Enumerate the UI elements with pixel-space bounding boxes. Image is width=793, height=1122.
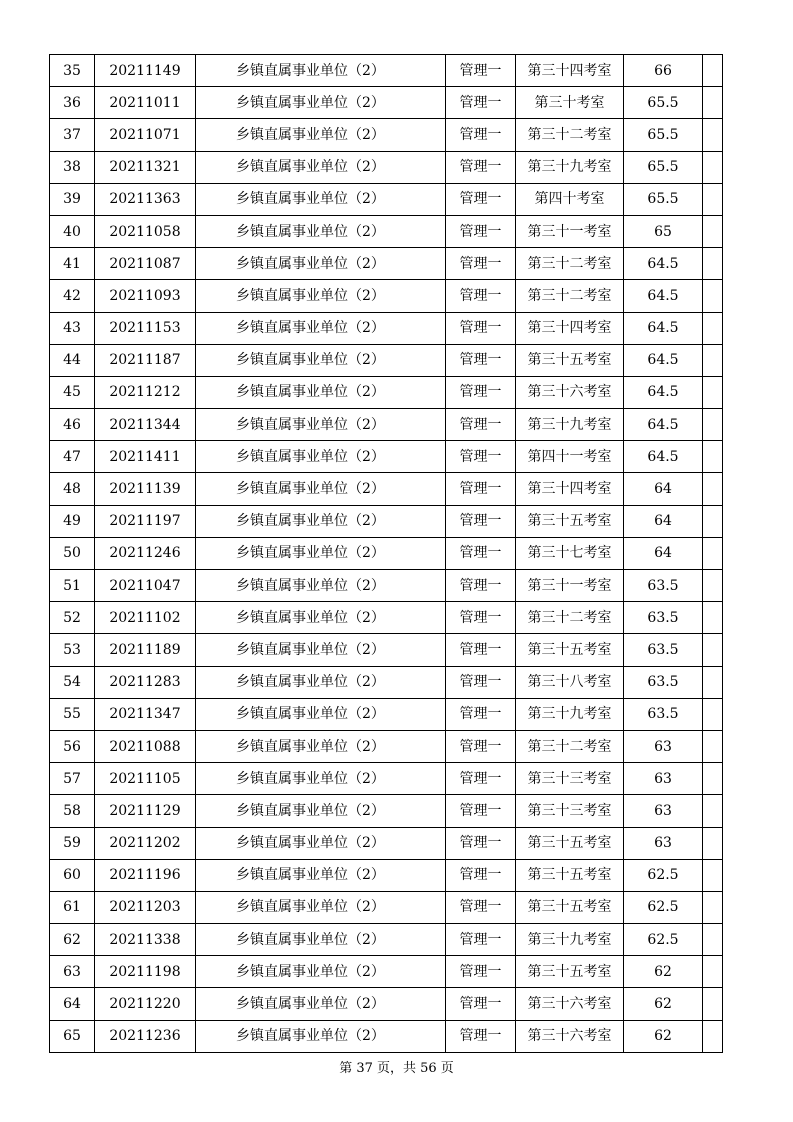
- unit-cell: 乡镇直属事业单位（2）: [196, 376, 446, 408]
- table-row: [50, 280, 723, 312]
- position-cell: 管理一: [446, 183, 516, 215]
- note-cell: [703, 602, 723, 634]
- row-number-cell: 54: [50, 666, 95, 698]
- table-row: [50, 215, 723, 247]
- score-cell: 63.5: [624, 634, 703, 666]
- row-number-cell: 37: [50, 119, 95, 151]
- results-table: [49, 54, 723, 1053]
- table-row: [50, 344, 723, 376]
- candidate-id-cell: 20211187: [95, 344, 196, 376]
- unit-cell: 乡镇直属事业单位（2）: [196, 924, 446, 956]
- position-cell: 管理一: [446, 827, 516, 859]
- exam-room-cell: 第四十一考室: [516, 441, 624, 473]
- table-row: [50, 55, 723, 87]
- exam-room-cell: 第三十一考室: [516, 215, 624, 247]
- unit-cell: 乡镇直属事业单位（2）: [196, 827, 446, 859]
- position-cell: 管理一: [446, 505, 516, 537]
- row-number-cell: 52: [50, 602, 95, 634]
- candidate-id-cell: 20211088: [95, 730, 196, 762]
- score-cell: 65.5: [624, 87, 703, 119]
- score-cell: 63: [624, 795, 703, 827]
- candidate-id-cell: 20211363: [95, 183, 196, 215]
- row-number-cell: 49: [50, 505, 95, 537]
- exam-room-cell: 第三十四考室: [516, 473, 624, 505]
- candidate-id-cell: 20211129: [95, 795, 196, 827]
- score-cell: 62.5: [624, 859, 703, 891]
- note-cell: [703, 55, 723, 87]
- row-number-cell: 35: [50, 55, 95, 87]
- table-row: [50, 537, 723, 569]
- table-row: [50, 570, 723, 602]
- row-number-cell: 42: [50, 280, 95, 312]
- candidate-id-cell: 20211149: [95, 55, 196, 87]
- candidate-id-cell: 20211058: [95, 215, 196, 247]
- table-row: [50, 505, 723, 537]
- unit-cell: 乡镇直属事业单位（2）: [196, 537, 446, 569]
- note-cell: [703, 344, 723, 376]
- candidate-id-cell: 20211139: [95, 473, 196, 505]
- candidate-id-cell: 20211087: [95, 248, 196, 280]
- position-cell: 管理一: [446, 215, 516, 247]
- table-row: [50, 763, 723, 795]
- table-row: [50, 1020, 723, 1052]
- table-row: [50, 119, 723, 151]
- position-cell: 管理一: [446, 730, 516, 762]
- note-cell: [703, 537, 723, 569]
- exam-room-cell: 第三十二考室: [516, 602, 624, 634]
- position-cell: 管理一: [446, 537, 516, 569]
- score-cell: 64.5: [624, 409, 703, 441]
- score-cell: 64.5: [624, 312, 703, 344]
- unit-cell: 乡镇直属事业单位（2）: [196, 473, 446, 505]
- table-row: [50, 956, 723, 988]
- position-cell: 管理一: [446, 698, 516, 730]
- score-cell: 63.5: [624, 602, 703, 634]
- position-cell: 管理一: [446, 763, 516, 795]
- note-cell: [703, 87, 723, 119]
- score-cell: 65.5: [624, 119, 703, 151]
- note-cell: [703, 376, 723, 408]
- position-cell: 管理一: [446, 151, 516, 183]
- position-cell: 管理一: [446, 795, 516, 827]
- row-number-cell: 45: [50, 376, 95, 408]
- note-cell: [703, 666, 723, 698]
- row-number-cell: 63: [50, 956, 95, 988]
- row-number-cell: 57: [50, 763, 95, 795]
- note-cell: [703, 634, 723, 666]
- unit-cell: 乡镇直属事业单位（2）: [196, 730, 446, 762]
- candidate-id-cell: 20211338: [95, 924, 196, 956]
- exam-room-cell: 第三十六考室: [516, 1020, 624, 1052]
- row-number-cell: 55: [50, 698, 95, 730]
- note-cell: [703, 891, 723, 923]
- row-number-cell: 44: [50, 344, 95, 376]
- table-row: [50, 666, 723, 698]
- unit-cell: 乡镇直属事业单位（2）: [196, 344, 446, 376]
- table-row: [50, 698, 723, 730]
- exam-room-cell: 第三十九考室: [516, 409, 624, 441]
- row-number-cell: 61: [50, 891, 95, 923]
- row-number-cell: 53: [50, 634, 95, 666]
- exam-room-cell: 第三十一考室: [516, 570, 624, 602]
- table-row: [50, 248, 723, 280]
- table-row: [50, 376, 723, 408]
- exam-room-cell: 第三十五考室: [516, 891, 624, 923]
- page-footer: 第 37 页，共 56 页: [339, 1061, 454, 1076]
- position-cell: 管理一: [446, 634, 516, 666]
- unit-cell: 乡镇直属事业单位（2）: [196, 312, 446, 344]
- note-cell: [703, 924, 723, 956]
- score-cell: 65.5: [624, 183, 703, 215]
- table-row: [50, 924, 723, 956]
- unit-cell: 乡镇直属事业单位（2）: [196, 634, 446, 666]
- score-cell: 63.5: [624, 570, 703, 602]
- note-cell: [703, 441, 723, 473]
- candidate-id-cell: 20211347: [95, 698, 196, 730]
- score-cell: 64.5: [624, 376, 703, 408]
- note-cell: [703, 730, 723, 762]
- score-cell: 63: [624, 763, 703, 795]
- table-row: [50, 795, 723, 827]
- exam-room-cell: 第三十五考室: [516, 827, 624, 859]
- unit-cell: 乡镇直属事业单位（2）: [196, 1020, 446, 1052]
- exam-room-cell: 第三十六考室: [516, 376, 624, 408]
- score-cell: 62: [624, 988, 703, 1020]
- score-cell: 62.5: [624, 924, 703, 956]
- score-cell: 64.5: [624, 441, 703, 473]
- row-number-cell: 60: [50, 859, 95, 891]
- row-number-cell: 39: [50, 183, 95, 215]
- note-cell: [703, 988, 723, 1020]
- note-cell: [703, 956, 723, 988]
- position-cell: 管理一: [446, 409, 516, 441]
- table-row: [50, 151, 723, 183]
- unit-cell: 乡镇直属事业单位（2）: [196, 570, 446, 602]
- candidate-id-cell: 20211047: [95, 570, 196, 602]
- score-cell: 64.5: [624, 344, 703, 376]
- candidate-id-cell: 20211197: [95, 505, 196, 537]
- position-cell: 管理一: [446, 441, 516, 473]
- candidate-id-cell: 20211220: [95, 988, 196, 1020]
- position-cell: 管理一: [446, 891, 516, 923]
- exam-room-cell: 第三十考室: [516, 87, 624, 119]
- exam-room-cell: 第三十三考室: [516, 795, 624, 827]
- score-cell: 63.5: [624, 666, 703, 698]
- row-number-cell: 36: [50, 87, 95, 119]
- unit-cell: 乡镇直属事业单位（2）: [196, 859, 446, 891]
- exam-room-cell: 第三十五考室: [516, 859, 624, 891]
- exam-room-cell: 第三十二考室: [516, 119, 624, 151]
- table-row: [50, 183, 723, 215]
- unit-cell: 乡镇直属事业单位（2）: [196, 119, 446, 151]
- position-cell: 管理一: [446, 859, 516, 891]
- score-cell: 63: [624, 730, 703, 762]
- position-cell: 管理一: [446, 344, 516, 376]
- position-cell: 管理一: [446, 666, 516, 698]
- row-number-cell: 46: [50, 409, 95, 441]
- position-cell: 管理一: [446, 988, 516, 1020]
- exam-room-cell: 第三十六考室: [516, 988, 624, 1020]
- unit-cell: 乡镇直属事业单位（2）: [196, 956, 446, 988]
- exam-room-cell: 第四十考室: [516, 183, 624, 215]
- unit-cell: 乡镇直属事业单位（2）: [196, 280, 446, 312]
- exam-room-cell: 第三十四考室: [516, 312, 624, 344]
- position-cell: 管理一: [446, 376, 516, 408]
- candidate-id-cell: 20211321: [95, 151, 196, 183]
- row-number-cell: 48: [50, 473, 95, 505]
- results-table-container: [49, 54, 723, 1053]
- position-cell: 管理一: [446, 119, 516, 151]
- candidate-id-cell: 20211198: [95, 956, 196, 988]
- note-cell: [703, 409, 723, 441]
- row-number-cell: 41: [50, 248, 95, 280]
- score-cell: 63: [624, 827, 703, 859]
- score-cell: 63.5: [624, 698, 703, 730]
- unit-cell: 乡镇直属事业单位（2）: [196, 666, 446, 698]
- score-cell: 66: [624, 55, 703, 87]
- table-row: [50, 441, 723, 473]
- exam-room-cell: 第三十二考室: [516, 280, 624, 312]
- table-row: [50, 827, 723, 859]
- score-cell: 65.5: [624, 151, 703, 183]
- table-row: [50, 602, 723, 634]
- exam-room-cell: 第三十五考室: [516, 344, 624, 376]
- score-cell: 64.5: [624, 280, 703, 312]
- note-cell: [703, 827, 723, 859]
- row-number-cell: 40: [50, 215, 95, 247]
- candidate-id-cell: 20211411: [95, 441, 196, 473]
- candidate-id-cell: 20211196: [95, 859, 196, 891]
- unit-cell: 乡镇直属事业单位（2）: [196, 151, 446, 183]
- exam-room-cell: 第三十九考室: [516, 698, 624, 730]
- unit-cell: 乡镇直属事业单位（2）: [196, 441, 446, 473]
- position-cell: 管理一: [446, 1020, 516, 1052]
- note-cell: [703, 312, 723, 344]
- candidate-id-cell: 20211102: [95, 602, 196, 634]
- row-number-cell: 56: [50, 730, 95, 762]
- row-number-cell: 51: [50, 570, 95, 602]
- candidate-id-cell: 20211203: [95, 891, 196, 923]
- exam-room-cell: 第三十二考室: [516, 248, 624, 280]
- table-row: [50, 891, 723, 923]
- candidate-id-cell: 20211344: [95, 409, 196, 441]
- unit-cell: 乡镇直属事业单位（2）: [196, 698, 446, 730]
- candidate-id-cell: 20211153: [95, 312, 196, 344]
- unit-cell: 乡镇直属事业单位（2）: [196, 602, 446, 634]
- unit-cell: 乡镇直属事业单位（2）: [196, 763, 446, 795]
- candidate-id-cell: 20211212: [95, 376, 196, 408]
- exam-room-cell: 第三十五考室: [516, 956, 624, 988]
- candidate-id-cell: 20211105: [95, 763, 196, 795]
- unit-cell: 乡镇直属事业单位（2）: [196, 795, 446, 827]
- position-cell: 管理一: [446, 602, 516, 634]
- note-cell: [703, 570, 723, 602]
- exam-room-cell: 第三十五考室: [516, 634, 624, 666]
- exam-room-cell: 第三十五考室: [516, 505, 624, 537]
- unit-cell: 乡镇直属事业单位（2）: [196, 891, 446, 923]
- position-cell: 管理一: [446, 248, 516, 280]
- position-cell: 管理一: [446, 55, 516, 87]
- note-cell: [703, 698, 723, 730]
- unit-cell: 乡镇直属事业单位（2）: [196, 87, 446, 119]
- unit-cell: 乡镇直属事业单位（2）: [196, 215, 446, 247]
- candidate-id-cell: 20211189: [95, 634, 196, 666]
- candidate-id-cell: 20211283: [95, 666, 196, 698]
- unit-cell: 乡镇直属事业单位（2）: [196, 55, 446, 87]
- score-cell: 64: [624, 537, 703, 569]
- note-cell: [703, 280, 723, 312]
- note-cell: [703, 183, 723, 215]
- candidate-id-cell: 20211011: [95, 87, 196, 119]
- unit-cell: 乡镇直属事业单位（2）: [196, 505, 446, 537]
- note-cell: [703, 859, 723, 891]
- row-number-cell: 65: [50, 1020, 95, 1052]
- row-number-cell: 64: [50, 988, 95, 1020]
- row-number-cell: 43: [50, 312, 95, 344]
- row-number-cell: 47: [50, 441, 95, 473]
- unit-cell: 乡镇直属事业单位（2）: [196, 248, 446, 280]
- score-cell: 64.5: [624, 248, 703, 280]
- exam-room-cell: 第三十三考室: [516, 763, 624, 795]
- table-row: [50, 473, 723, 505]
- table-row: [50, 312, 723, 344]
- score-cell: 64: [624, 505, 703, 537]
- position-cell: 管理一: [446, 87, 516, 119]
- results-table-body: [50, 55, 723, 1053]
- table-row: [50, 988, 723, 1020]
- candidate-id-cell: 20211246: [95, 537, 196, 569]
- table-row: [50, 409, 723, 441]
- candidate-id-cell: 20211236: [95, 1020, 196, 1052]
- note-cell: [703, 505, 723, 537]
- position-cell: 管理一: [446, 473, 516, 505]
- exam-room-cell: 第三十九考室: [516, 924, 624, 956]
- position-cell: 管理一: [446, 280, 516, 312]
- position-cell: 管理一: [446, 312, 516, 344]
- exam-room-cell: 第三十二考室: [516, 730, 624, 762]
- score-cell: 62.5: [624, 891, 703, 923]
- exam-room-cell: 第三十四考室: [516, 55, 624, 87]
- row-number-cell: 58: [50, 795, 95, 827]
- table-row: [50, 859, 723, 891]
- score-cell: 62: [624, 1020, 703, 1052]
- row-number-cell: 59: [50, 827, 95, 859]
- unit-cell: 乡镇直属事业单位（2）: [196, 988, 446, 1020]
- candidate-id-cell: 20211202: [95, 827, 196, 859]
- candidate-id-cell: 20211071: [95, 119, 196, 151]
- unit-cell: 乡镇直属事业单位（2）: [196, 409, 446, 441]
- score-cell: 62: [624, 956, 703, 988]
- note-cell: [703, 1020, 723, 1052]
- note-cell: [703, 151, 723, 183]
- row-number-cell: 38: [50, 151, 95, 183]
- position-cell: 管理一: [446, 956, 516, 988]
- note-cell: [703, 763, 723, 795]
- note-cell: [703, 795, 723, 827]
- exam-room-cell: 第三十八考室: [516, 666, 624, 698]
- candidate-id-cell: 20211093: [95, 280, 196, 312]
- score-cell: 64: [624, 473, 703, 505]
- row-number-cell: 50: [50, 537, 95, 569]
- position-cell: 管理一: [446, 924, 516, 956]
- unit-cell: 乡镇直属事业单位（2）: [196, 183, 446, 215]
- table-row: [50, 634, 723, 666]
- note-cell: [703, 119, 723, 151]
- note-cell: [703, 248, 723, 280]
- exam-room-cell: 第三十七考室: [516, 537, 624, 569]
- exam-room-cell: 第三十九考室: [516, 151, 624, 183]
- position-cell: 管理一: [446, 570, 516, 602]
- note-cell: [703, 215, 723, 247]
- table-row: [50, 730, 723, 762]
- row-number-cell: 62: [50, 924, 95, 956]
- table-row: [50, 87, 723, 119]
- note-cell: [703, 473, 723, 505]
- score-cell: 65: [624, 215, 703, 247]
